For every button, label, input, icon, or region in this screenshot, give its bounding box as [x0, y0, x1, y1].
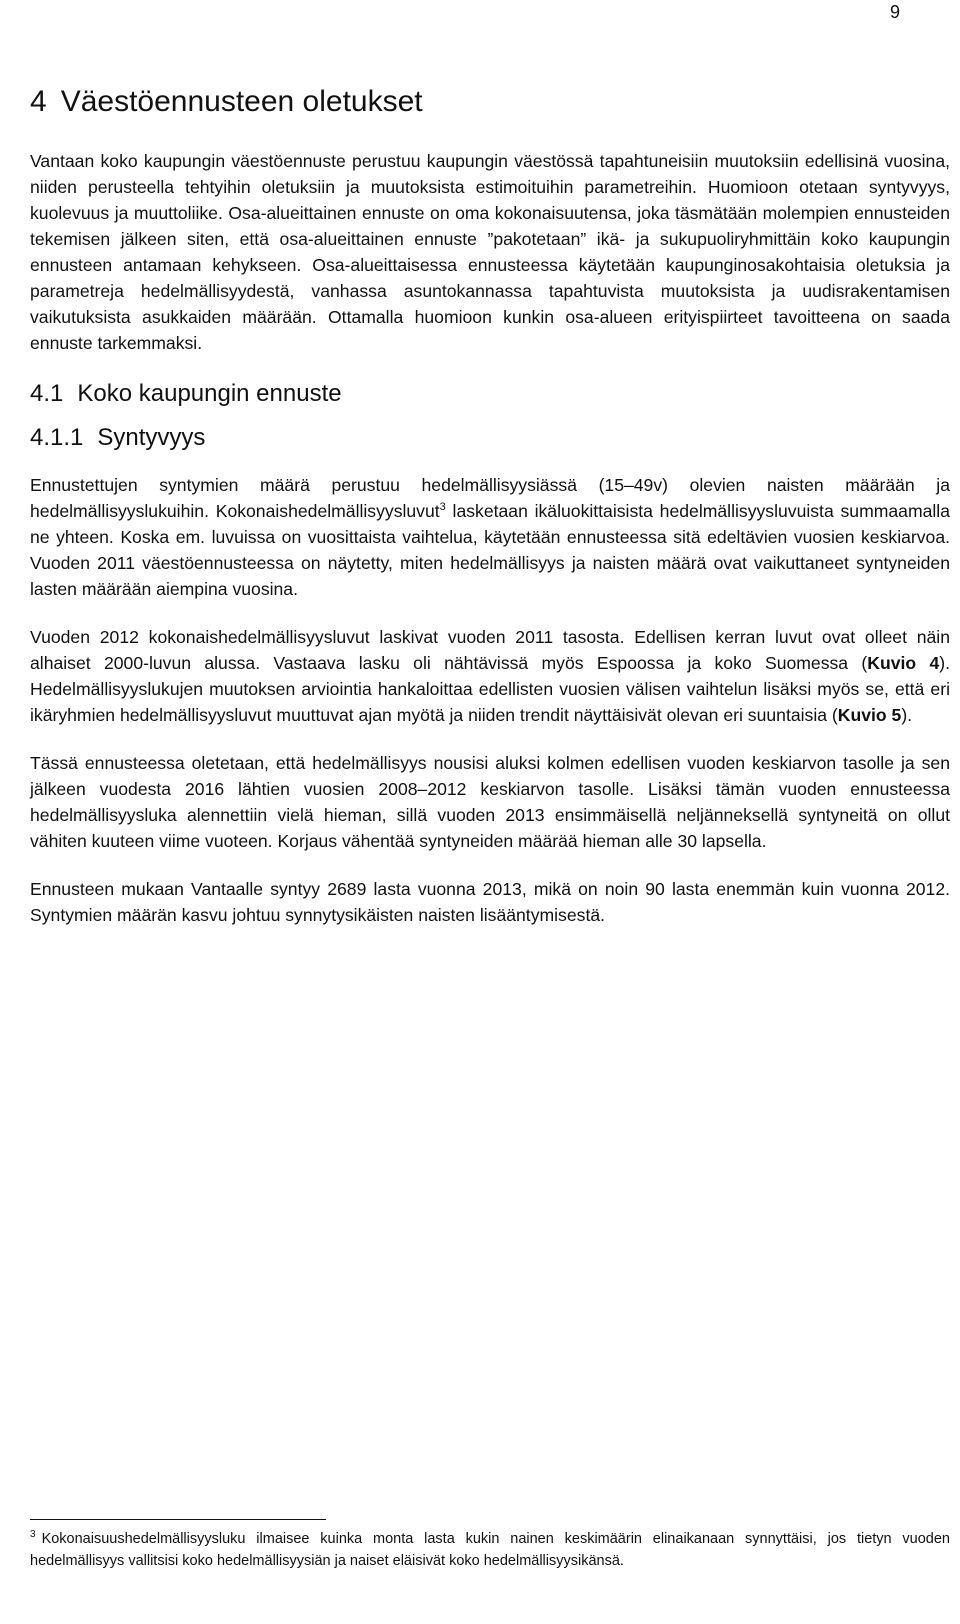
assumption-paragraph: Tässä ennusteessa oletetaan, että hedelmällisyys nousisi aluksi kolmen edellisen vuoden keskiarvon tasolle ja sen jälkeen vuodesta 2016 lähtien vuosien 2008–2012 keskiarvon tasolle. Lisäksi tämän vuoden ennusteessa hedelmällisyysluka alennettiin vielä hieman, sillä vuoden 2013 ensimmäisellä neljänneksellä syntyneitä on ollut vähiten kuuteen viime vuoteen. Korjaus vähentää syntyneiden määrää hieman alle 30 lapsella.: [30, 753, 950, 851]
page-content: [30, 82, 950, 950]
page-number: 9: [889, 2, 900, 22]
subsection-title: Syntyvyys: [97, 424, 206, 451]
section-heading: [30, 378, 950, 410]
paragraph-text: Vuoden 2012 kokonaishedelmällisyysluvut laskivat vuoden 2011 tasosta. Edellisen kerran luvut ovat olleet näin alhaiset 2000-luvun alussa. Vastaava lasku oli nähtävissä myös Espoossa ja koko Suomessa (: [30, 627, 950, 673]
figure-reference-kuvio-4[interactable]: Kuvio 4: [867, 653, 940, 673]
birth-basis-paragraph: [30, 472, 950, 602]
intro-paragraph: Vantaan koko kaupungin väestöennuste perustuu kaupungin väestössä tapahtuneisiin muutoksiin edellisinä vuosina, niiden perusteella tehtyihin oletuksiin ja muutoksista estimoituihin parametreihin. Huomioon otetaan syntyvyys, kuolevuus ja muuttoliike. Osa-alueittainen ennuste on oma kokonaisuutensa, joka täsmätään molempien ennusteiden tekemisen jälkeen siten, että osa-alueittainen ennuste ”pakotetaan” ikä- ja sukupuoliryhmittäin koko kaupungin ennusteen antamaan kehykseen. Osa-alueittaisessa ennusteessa käytetään kaupunginosakohtaisia oletuksia ja parametreja hedelmällisyydestä, vanhassa asuntokannassa tapahtuvista muutoksista ja uudisrakentamisen vaikutuksista asukkaiden määrään. Ottamalla huomioon kunkin osa-alueen erityispiirteet tavoitteena on saada ennuste tarkemmaksi.: [30, 151, 950, 353]
subsection-heading: [30, 422, 950, 454]
chapter-number: 4: [30, 85, 47, 118]
footnote-divider: [30, 1519, 326, 1520]
paragraph-text: Ennustettujen syntymien määrä perustuu hedelmällisyysiässä (15–49v) olevien naisten määrään ja hedelmällisyyslukuihin. Kokonaishedelmällisyysluvut: [30, 475, 950, 521]
forecast-paragraph: Ennusteen mukaan Vantaalle syntyy 2689 lasta vuonna 2013, mikä on noin 90 lasta enemmän kuin vuonna 2012. Syntymien määrän kasvu johtuu synnytysikäisten naisten lisääntymisestä.: [30, 879, 950, 925]
footnote: [30, 1528, 950, 1572]
fertility-2012-paragraph: [30, 624, 950, 728]
chapter-title: Väestöennusteen oletukset: [60, 85, 423, 118]
footnote-marker: 3: [30, 1529, 36, 1541]
section-number: 4.1: [30, 380, 64, 407]
section-title: Koko kaupungin ennuste: [77, 380, 342, 407]
paragraph-text: ).: [901, 705, 913, 725]
paragraph-text: lasketaan ikäluokittaisista hedelmällisyysluvuista summaamalla ne yhteen. Koska em. luvuissa on vuosittaista vaihtelua, käytetään ennusteessa sitä edeltävien vuosien keskiarvoa. Vuoden 2011 väestöennusteessa on näytetty, miten hedelmällisyys ja naisten määrä ovat vaikuttaneet syntyneiden lasten määrään aiempina vuosina.: [30, 501, 950, 599]
subsection-number: 4.1.1: [30, 424, 84, 451]
footnote-reference[interactable]: 3: [439, 501, 446, 514]
footnote-text: Kokonaisuushedelmällisyysluku ilmaisee kuinka monta lasta kukin nainen keskimäärin elinaikanaan synnyttäisi, jos tietyn vuoden hedelmällisyys vallitsisi koko hedelmällisyysiän ja naiset eläisivät koko hedelmällisyysikänsä.: [30, 1531, 950, 1569]
figure-reference-kuvio-5[interactable]: Kuvio 5: [837, 705, 902, 725]
paragraph-text: ). Hedelmällisyyslukujen muutoksen arviointia hankaloittaa edellisten vuosien välisen vaihtelun lisäksi myös se, että eri ikäryhmien hedelmällisyysluvut muuttuvat ajan myötä ja niiden trendit näyttäisivät olevan eri suuntaisia (: [30, 653, 951, 725]
chapter-heading: [30, 82, 950, 122]
